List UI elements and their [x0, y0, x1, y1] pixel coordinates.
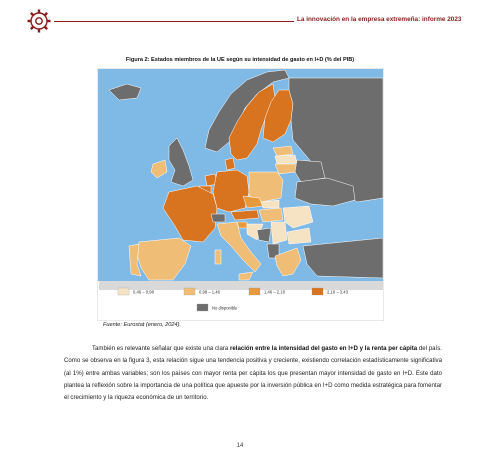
running-header-title: La innovación en la empresa extremeña: informe 2023 — [297, 16, 462, 23]
legend-swatch-5 — [197, 304, 208, 311]
paragraph-text-end: del país. Como se observa en la figura 3, esta relación sigue una tendencia positiva y creciente, existiendo correlación estadísticamente significativa (al 1%) entre ambas variables; son los países con mayor renta per cápita los que presentan mayor intensidad de gasto en I+D. Este dato plantea la reflexión sobre la importancia de una política que apueste por la inversión pública en I+D como medida estratégica para fomentar el crecimiento y la riqueza económica de un territorio. — [64, 345, 442, 402]
legend-label-4: 2,18 – 3,43 — [327, 289, 348, 295]
country-bosnia — [257, 228, 271, 242]
legend-swatch-4 — [312, 288, 323, 295]
legend-label-5: No disponible — [212, 305, 238, 311]
country-slovenia — [237, 222, 247, 228]
figure-source: Fuente: Eurostat (enero, 2024). — [103, 322, 182, 328]
country-sardinia — [215, 250, 221, 264]
body-paragraph — [64, 343, 442, 404]
country-germany — [213, 170, 249, 212]
country-hungary — [259, 208, 283, 222]
legend-label-1: 0,46 – 0,98 — [133, 289, 154, 295]
country-switzerland — [211, 214, 225, 222]
legend-label-3: 1,46 – 2,18 — [264, 289, 285, 295]
gear-logo-icon — [26, 8, 52, 34]
figure-caption: Figura 2: Estados miembros de la UE según su intensidad de gasto en I+D (% del PIB) — [125, 57, 355, 63]
country-austria — [231, 210, 259, 220]
paragraph-text-start: También es relevante señalar que existe una clara — [92, 345, 230, 352]
legend-swatch-3 — [249, 288, 260, 295]
legend-label-2: 0,98 – 1,46 — [199, 289, 220, 295]
europe-rd-intensity-map — [97, 68, 384, 321]
header-rule — [54, 21, 294, 22]
paragraph-bold-phrase: relación entre la intensidad del gasto en I+D y la renta per cápita — [230, 345, 418, 352]
legend-swatch-1 — [118, 288, 129, 295]
page-number: 14 — [236, 443, 244, 449]
country-serbia — [271, 222, 287, 244]
country-estonia — [273, 146, 293, 156]
legend-swatch-2 — [184, 288, 195, 295]
country-latvia — [275, 155, 297, 164]
country-denmark — [225, 158, 235, 170]
